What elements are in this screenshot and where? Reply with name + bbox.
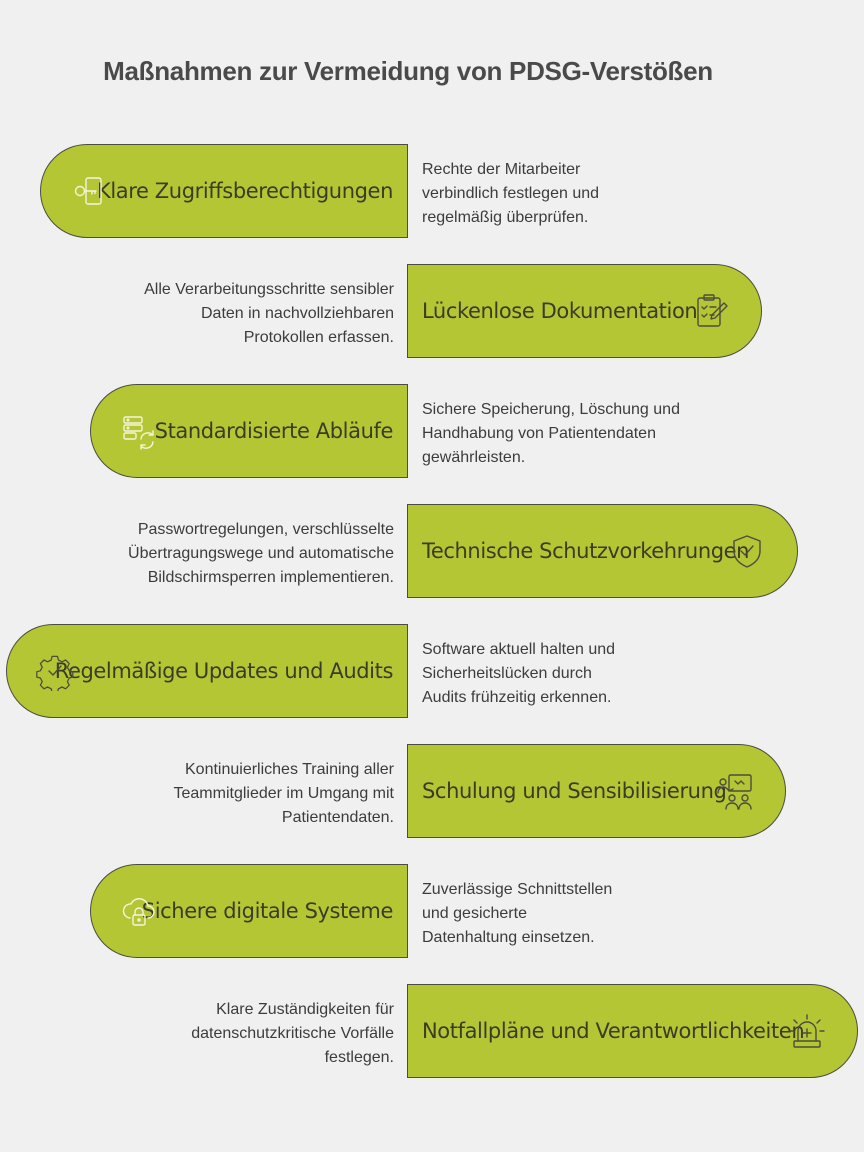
training-group-icon: [715, 771, 755, 811]
step-row-4: [0, 504, 864, 600]
server-sync-icon: [119, 411, 159, 451]
shield-check-icon: [727, 531, 767, 571]
step-description-5: Software aktuell halten und Sicherheitslücken durch Audits frühzeitig erkennen.: [422, 641, 616, 706]
step-label: Standardisierte Abläufe: [154, 419, 393, 443]
step-pill-1: [40, 144, 408, 238]
key-access-icon: [69, 171, 109, 211]
page-title: Maßnahmen zur Vermeidung von PDSG-Verstößen: [103, 56, 713, 86]
step-row-1: [0, 144, 864, 240]
clipboard-pen-icon: [691, 291, 731, 331]
step-pill-5: [6, 624, 408, 718]
step-description-3: Sichere Speicherung, Löschung und Handhabung von Patientendaten gewährleisten.: [422, 401, 680, 466]
step-row-6: [0, 744, 864, 840]
step-label: Klare Zugriffsberechtigungen: [96, 179, 393, 203]
step-pill-4: [407, 504, 798, 598]
step-pill-3: [90, 384, 408, 478]
step-row-7: [0, 864, 864, 960]
step-description-6: Kontinuierliches Training aller Teammitglieder im Umgang mit Patientendaten.: [173, 761, 394, 826]
step-label: Sichere digitale Systeme: [141, 899, 393, 923]
alarm-light-icon: [787, 1011, 827, 1051]
step-description-8: Klare Zuständigkeiten für datenschutzkritische Vorfälle festlegen.: [191, 1001, 394, 1066]
step-label: Notfallpläne und Verantwortlichkeiten: [422, 1019, 805, 1043]
step-row-5: [0, 624, 864, 720]
cloud-lock-icon: [119, 891, 159, 931]
step-pill-6: [407, 744, 786, 838]
step-pill-7: [90, 864, 408, 958]
step-description-7: Zuverlässige Schnittstellen und gesicherte Datenhaltung einsetzen.: [422, 881, 613, 946]
step-description-2: Alle Verarbeitungsschritte sensibler Daten in nachvollziehbaren Protokollen erfassen.: [144, 281, 394, 346]
step-label: Lückenlose Dokumentation: [422, 299, 698, 323]
step-description-4: Passwortregelungen, verschlüsselte Übertragungswege und automatische Bildschirmsperren implementieren.: [128, 521, 394, 586]
step-label: Regelmäßige Updates und Audits: [54, 659, 393, 683]
step-row-2: [0, 264, 864, 360]
step-pill-2: [407, 264, 762, 358]
step-row-3: [0, 384, 864, 480]
step-label: Technische Schutzvorkehrungen: [422, 539, 750, 563]
step-description-1: Rechte der Mitarbeiter verbindlich festlegen und regelmäßig überprüfen.: [422, 161, 600, 226]
gear-check-icon: [35, 651, 75, 691]
step-label: Schulung und Sensibilisierung: [422, 779, 727, 803]
step-row-8: [0, 984, 864, 1080]
step-pill-8: [407, 984, 858, 1078]
